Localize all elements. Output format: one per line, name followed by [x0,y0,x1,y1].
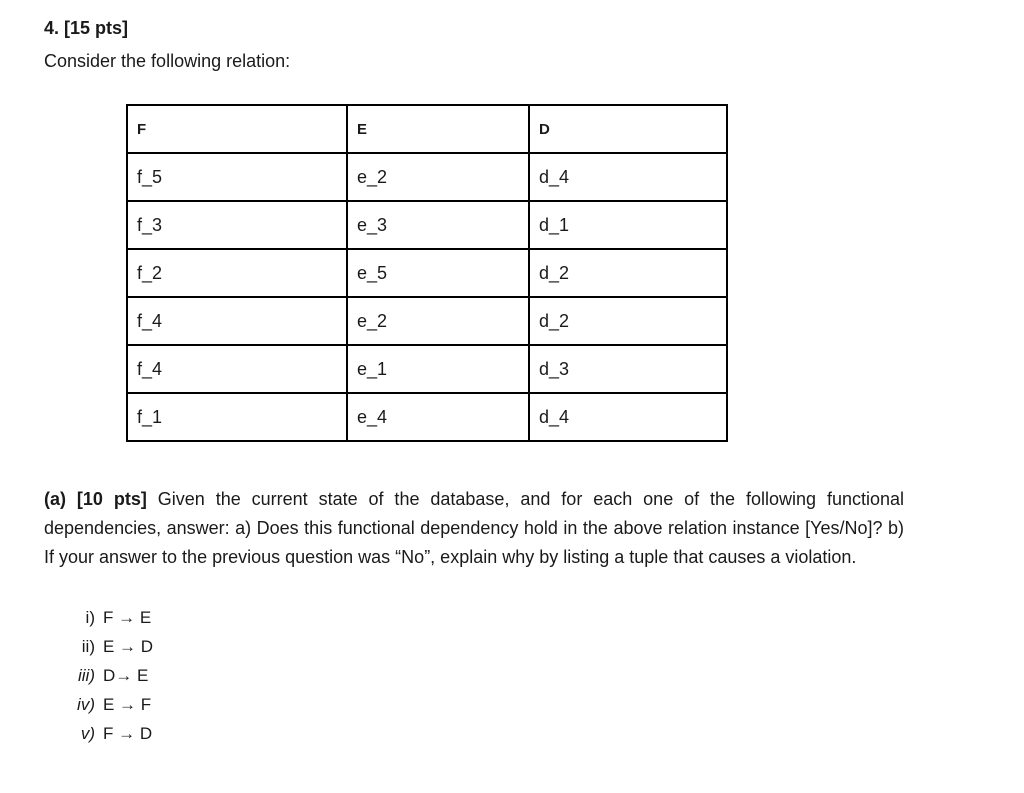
list-item [0,661,153,690]
dependency-number: iv) [77,695,95,714]
part-a-paragraph [44,485,904,572]
dependency-number: iii) [78,666,95,685]
part-a-label: (a) [10 pts] [44,489,147,509]
header-cell-f: F [127,105,347,153]
cell-e: e_5 [347,249,529,297]
cell-f: f_2 [127,249,347,297]
table-row [127,153,727,201]
dependency-text: F → D [103,724,153,743]
list-item [0,719,153,748]
part-a-text: Given the current state of the database, and for each one of the following functional dependencies, answer: a) Does this functional dependency hold in the above relation instance [Yes/No]? b) If your answer to the previous question was “No”, explain why by listing a tuple that causes a violation. [44,489,904,567]
cell-e: e_1 [347,345,529,393]
table-row [127,249,727,297]
table-row [127,393,727,441]
cell-e: e_3 [347,201,529,249]
header-cell-e: E [347,105,529,153]
cell-d: d_4 [529,393,727,441]
dependency-text: D→ E [103,666,149,685]
dependency-list [0,603,153,748]
dependency-text: E → D [103,637,154,656]
list-item [0,603,153,632]
header-cell-d: D [529,105,727,153]
cell-d: d_4 [529,153,727,201]
cell-e: e_2 [347,297,529,345]
cell-d: d_1 [529,201,727,249]
dependency-number: i) [85,608,95,627]
question-intro: Consider the following relation: [44,51,291,71]
dependency-text: E → F [103,695,152,714]
dependency-number: ii) [81,637,95,656]
list-item [0,632,153,661]
relation-table [126,104,728,442]
table-row [127,201,727,249]
cell-f: f_3 [127,201,347,249]
cell-d: d_2 [529,249,727,297]
table-row [127,297,727,345]
cell-d: d_3 [529,345,727,393]
dependency-text: F → E [103,608,152,627]
cell-f: f_4 [127,297,347,345]
list-item [0,690,153,719]
header-row [127,105,727,153]
cell-f: f_5 [127,153,347,201]
cell-f: f_4 [127,345,347,393]
cell-f: f_1 [127,393,347,441]
table-row [127,345,727,393]
cell-e: e_2 [347,153,529,201]
cell-d: d_2 [529,297,727,345]
dependency-number: v) [80,724,95,743]
cell-e: e_4 [347,393,529,441]
question-title: 4. [15 pts] [44,18,129,38]
